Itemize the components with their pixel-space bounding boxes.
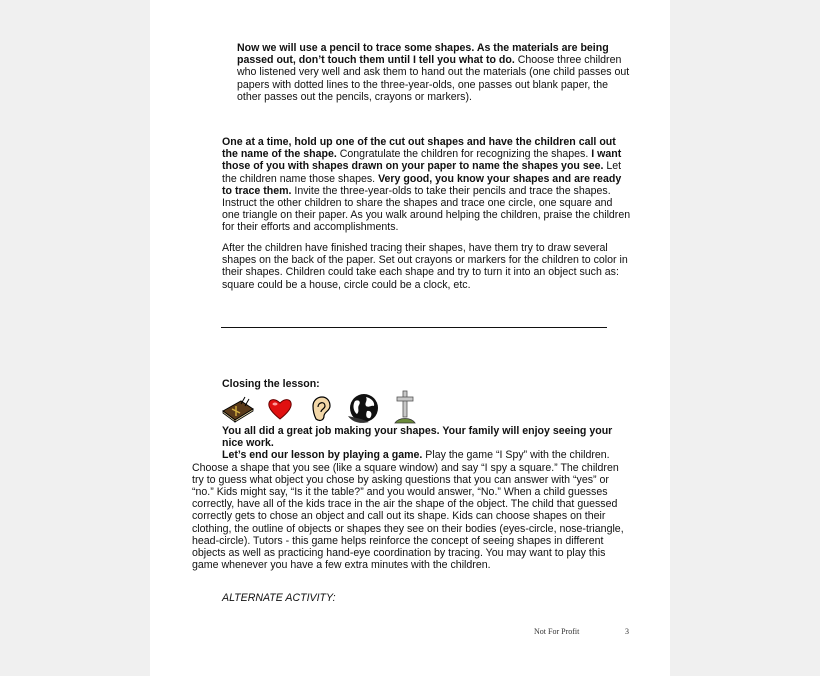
game-paragraph — [192, 449, 632, 571]
drawing-instructions: After the children have finished tracing their shapes, have them try to draw several shapes on the back of the paper. Set out crayons or markers for the children to color in their shapes. Children could take each shape and try to turn it into an object such as: square could be a house, circle could be a clock, etc. — [222, 242, 628, 291]
bold-script: Now we will use a pencil to trace some shapes. As the materials are being passed out, don’t touch them until I tell you what to do. — [237, 42, 609, 67]
instruction-text: Let the children name those shapes. — [222, 160, 622, 185]
ear-icon — [310, 395, 332, 423]
tracing-instructions — [237, 42, 632, 103]
instruction-text: Congratulate the children for recognizing the shapes. — [336, 148, 592, 161]
closing-heading: Closing the lesson: — [222, 378, 320, 390]
bible-icon — [221, 393, 255, 423]
horizontal-divider — [221, 327, 607, 328]
footer-label: Not For Profit — [534, 627, 580, 636]
closing-game-text — [192, 425, 632, 571]
page-number: 3 — [625, 627, 629, 636]
bold-script: Let’s end our lesson by playing a game. — [222, 449, 423, 462]
bold-script: I want those of you with shapes drawn on your paper to name the shapes you see. — [222, 148, 622, 173]
globe-icon — [347, 392, 381, 425]
bold-script: You all did a great job making your shapes. Your family will enjoy seeing your nice work. — [222, 425, 613, 450]
shape-naming-instructions — [222, 136, 632, 234]
instruction-text: Play the game “I Spy” with the children. Choose a shape that you see (like a square window) and say “I spy a square.” The children try to guess what object you chose by asking questions that you can answer with “yes” or “no.” Kids might say, “Is it the table?” and you would answer, “No.” When a child guesses correctly, have all of the kids trace in the air the shape of the object. The child that guessed correctly gets to chose an object and call out its shape. Kids can choose shapes on their clothing, the outline of objects or shapes they see on their bodies (eyes-circle, nose-triangle, head-circle). Tutors - this game helps reinforce the concept of seeing shapes in different objects as well as practicing hand-eye coordination by tracing. You may want to play this game whenever you have a few extra minutes with the children. — [192, 449, 624, 572]
praise-line — [192, 425, 632, 449]
instruction-text: Choose three children who listened very well and ask them to hand out the materials (one child passes out papers with dotted lines to the three-year-olds, one passes out blank paper, the other passes out the pencils, crayons or markers). — [237, 54, 630, 103]
bold-script: One at a time, hold up one of the cut out shapes and have the children call out the name of the shape. — [222, 136, 616, 161]
heart-icon — [267, 397, 293, 421]
instruction-text: Invite the three-year-olds to take their pencils and trace the shapes. Instruct the other children to share the shapes and trace one circle, one square and one triangle on their paper. As you walk around helping the children, praise the children for their efforts and accomplishments. — [222, 184, 631, 234]
cross-icon — [393, 389, 417, 425]
alternate-activity-heading: ALTERNATE ACTIVITY: — [222, 592, 336, 604]
bold-script: Very good, you know your shapes and are ready to trace them. — [222, 172, 622, 197]
